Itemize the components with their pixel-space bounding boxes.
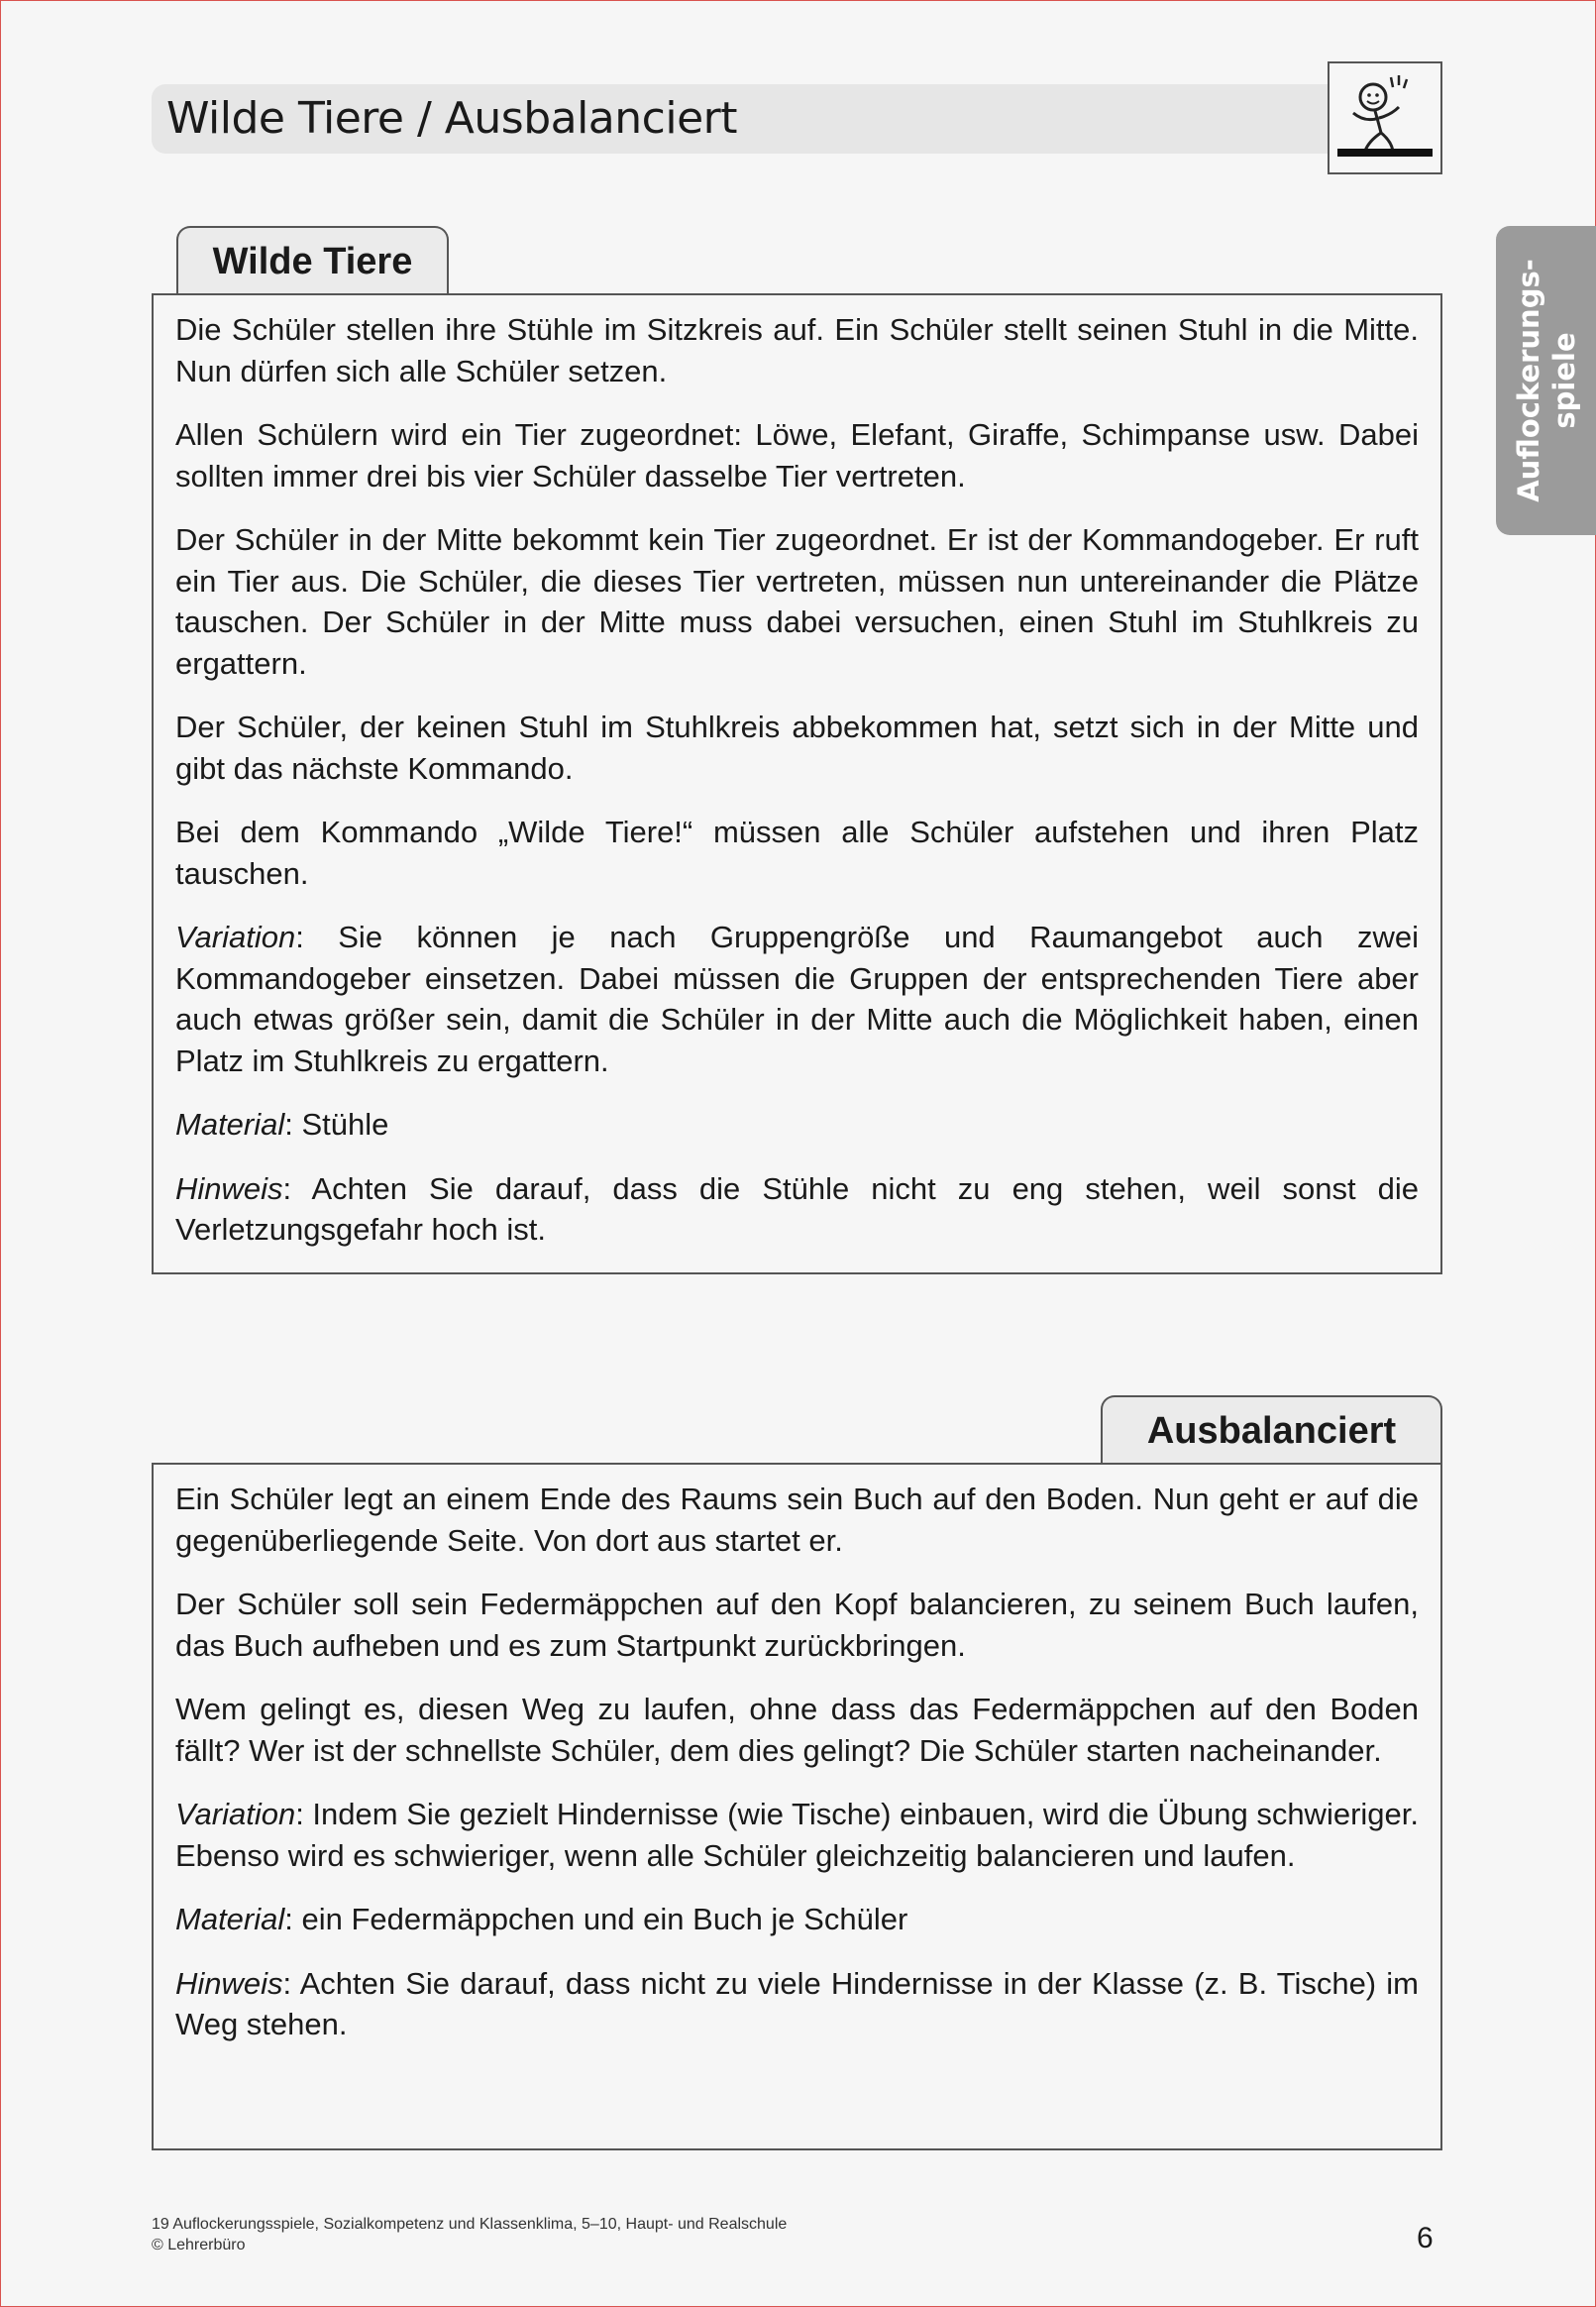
variation-text: : Sie können je nach Gruppengröße und Raumangebot auch zwei Kommandogeber einsetzen. Dabei müssen die Gruppen der entsprechenden Tiere aber auch etwas größer sein, damit die Schüler in der Mitte auch die Möglichkeit haben, einen Platz im Stuhlkreis zu ergattern. bbox=[175, 920, 1419, 1078]
side-tab bbox=[1496, 226, 1596, 535]
paragraph: Ein Schüler legt an einem Ende des Raums sein Buch auf den Boden. Nun geht er auf die gegenüberliegende Seite. Von dort aus startet er. bbox=[175, 1482, 1419, 1558]
variation-label: Variation bbox=[175, 1797, 296, 1831]
variation-text: : Indem Sie gezielt Hindernisse (wie Tische) einbauen, wird die Übung schwieriger. Ebenso wird es schwieriger, wenn alle Schüler gleichzeitig balancieren und laufen. bbox=[175, 1797, 1419, 1873]
paragraph: Der Schüler in der Mitte bekommt kein Tier zugeordnet. Er ist der Kommandogeber. Er ruft ein Tier aus. Die Schüler, die dieses Tier vertreten, müssen nun untereinander die Plätze tauschen. Der Schüler in der Mitte muss dabei versuchen, einen Stuhl im Stuhlkreis zu ergattern. bbox=[175, 522, 1419, 681]
material-paragraph bbox=[175, 1104, 1419, 1146]
hinweis-paragraph bbox=[175, 1963, 1419, 2045]
footer-copyright: © Lehrerbüro bbox=[152, 2237, 246, 2253]
footer-source: 19 Auflockerungsspiele, Sozialkompetenz und Klassenklima, 5–10, Haupt- und Realschule bbox=[152, 2216, 788, 2233]
material-label: Material bbox=[175, 1107, 285, 1142]
paragraph: Die Schüler stellen ihre Stühle im Sitzkreis auf. Ein Schüler stellt seinen Stuhl in die Mitte. Nun dürfen sich alle Schüler setzen. bbox=[175, 312, 1419, 388]
section-tab-wilde-tiere: Wilde Tiere bbox=[176, 226, 449, 293]
paragraph: Bei dem Kommando „Wilde Tiere!“ müssen alle Schüler aufstehen und ihren Platz tauschen. bbox=[175, 815, 1419, 891]
material-paragraph bbox=[175, 1899, 1419, 1940]
material-label: Material bbox=[175, 1902, 285, 1936]
variation-label: Variation bbox=[175, 920, 296, 954]
material-text: : Stühle bbox=[284, 1107, 389, 1142]
hinweis-text: : Achten Sie darauf, dass nicht zu viele Hindernisse in der Klasse (z. B. Tische) im Weg stehen. bbox=[175, 1965, 1419, 2041]
page-number: 6 bbox=[1417, 2222, 1434, 2254]
section-box-ausbalanciert bbox=[152, 1463, 1442, 2150]
section-tab-ausbalanciert: Ausbalanciert bbox=[1101, 1395, 1442, 1463]
hinweis-label: Hinweis bbox=[175, 1170, 283, 1206]
balancing-figure-icon bbox=[1328, 61, 1442, 174]
variation-paragraph bbox=[175, 917, 1419, 1081]
paragraph: Wem gelingt es, diesen Weg zu laufen, ohne dass das Federmäppchen auf den Boden fällt? Wer ist der schnellste Schüler, dem dies gelingt? Die Schüler starten nacheinander. bbox=[175, 1692, 1419, 1768]
hinweis-label: Hinweis bbox=[175, 1965, 283, 2001]
side-tab-label-line2: spiele bbox=[1546, 332, 1581, 429]
paragraph: Der Schüler, der keinen Stuhl im Stuhlkreis abbekommen hat, setzt sich in der Mitte und gibt das nächste Kommando. bbox=[175, 710, 1419, 786]
paragraph: Allen Schülern wird ein Tier zugeordnet: Löwe, Elefant, Giraffe, Schimpanse usw. Dabei sollten immer drei bis vier Schüler dasselbe Tier vertreten. bbox=[175, 417, 1419, 494]
page-title: Wilde Tiere / Ausbalanciert bbox=[166, 93, 737, 144]
variation-paragraph bbox=[175, 1794, 1419, 1876]
side-tab-label-line1: Auflockerungs- bbox=[1511, 259, 1545, 502]
paragraph: Der Schüler soll sein Federmäppchen auf den Kopf balancieren, zu seinem Buch laufen, das Buch aufheben und es zum Startpunkt zurückbringen. bbox=[175, 1587, 1419, 1663]
hinweis-text: : Achten Sie darauf, dass die Stühle nicht zu eng stehen, weil sonst die Verletzungsgefahr hoch ist. bbox=[175, 1170, 1419, 1247]
material-text: : ein Federmäppchen und ein Buch je Schüler bbox=[284, 1902, 908, 1936]
section-box-wilde-tiere bbox=[152, 293, 1442, 1274]
hinweis-paragraph bbox=[175, 1168, 1419, 1251]
